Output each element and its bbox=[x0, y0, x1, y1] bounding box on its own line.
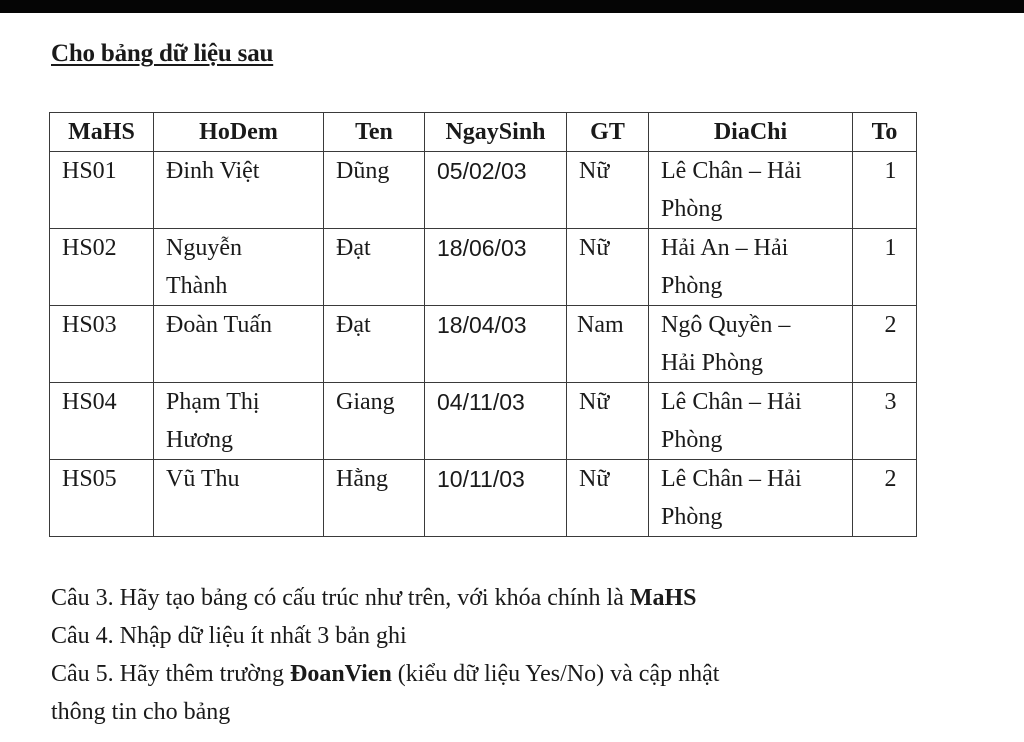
diachi-line: Phòng bbox=[661, 427, 723, 453]
question-5-bold: ĐoanVien bbox=[290, 661, 392, 687]
cell-diachi bbox=[649, 383, 853, 460]
cell-diachi bbox=[649, 152, 853, 229]
cell-to: 2 bbox=[853, 460, 917, 537]
cell-diachi bbox=[649, 460, 853, 537]
cell-ten: Dũng bbox=[324, 152, 425, 229]
cell-hodem bbox=[154, 383, 324, 460]
hodem-line: Nguyễn bbox=[166, 235, 242, 261]
cell-mahs: HS05 bbox=[50, 460, 154, 537]
diachi-line: Phòng bbox=[661, 504, 723, 530]
question-5-suffix: (kiểu dữ liệu Yes/No) và cập nhật bbox=[391, 661, 720, 687]
header-cell: Ten bbox=[324, 113, 425, 152]
header-cell: NgaySinh bbox=[425, 113, 567, 152]
diachi-line: Phòng bbox=[661, 273, 723, 299]
cell-mahs: HS03 bbox=[50, 306, 154, 383]
hodem-line: Thành bbox=[166, 273, 228, 299]
question-3 bbox=[51, 579, 719, 617]
cell-hodem: Đoàn Tuấn bbox=[154, 306, 324, 383]
diachi-line: Hải Phòng bbox=[661, 350, 763, 376]
cell-ngaysinh: 18/04/03 bbox=[425, 306, 567, 383]
cell-gt: Nữ bbox=[567, 152, 649, 229]
diachi-line: Lê Chân – Hải bbox=[661, 389, 802, 415]
cell-to: 1 bbox=[853, 229, 917, 306]
cell-hodem bbox=[154, 229, 324, 306]
header-cell: MaHS bbox=[50, 113, 154, 152]
question-5-line2: thông tin cho bảng bbox=[51, 699, 231, 725]
top-bar bbox=[0, 0, 1024, 13]
cell-mahs: HS04 bbox=[50, 383, 154, 460]
table-row bbox=[50, 306, 917, 383]
cell-mahs: HS01 bbox=[50, 152, 154, 229]
hodem-line: Phạm Thị bbox=[166, 389, 260, 415]
cell-ngaysinh: 10/11/03 bbox=[425, 460, 567, 537]
student-table bbox=[49, 112, 917, 537]
cell-ten: Hằng bbox=[324, 460, 425, 537]
question-5-prefix: Câu 5. Hãy thêm trường bbox=[51, 661, 290, 687]
table-row bbox=[50, 460, 917, 537]
diachi-line: Lê Chân – Hải bbox=[661, 158, 802, 184]
cell-ngaysinh: 05/02/03 bbox=[425, 152, 567, 229]
diachi-line: Ngô Quyền – bbox=[661, 312, 791, 338]
table-row bbox=[50, 383, 917, 460]
cell-hodem: Vũ Thu bbox=[154, 460, 324, 537]
page-heading: Cho bảng dữ liệu sau bbox=[51, 40, 274, 67]
cell-mahs: HS02 bbox=[50, 229, 154, 306]
cell-hodem: Đinh Việt bbox=[154, 152, 324, 229]
table-row bbox=[50, 229, 917, 306]
diachi-line: Lê Chân – Hải bbox=[661, 466, 802, 492]
header-cell: To bbox=[853, 113, 917, 152]
diachi-line: Hải An – Hải bbox=[661, 235, 789, 261]
cell-diachi bbox=[649, 229, 853, 306]
question-3-text: Câu 3. Hãy tạo bảng có cấu trúc như trên, với khóa chính là bbox=[51, 585, 630, 611]
cell-ten: Đạt bbox=[324, 306, 425, 383]
question-3-bold: MaHS bbox=[629, 585, 697, 611]
header-cell: HoDem bbox=[154, 113, 324, 152]
cell-to: 2 bbox=[853, 306, 917, 383]
table-header-row bbox=[50, 113, 917, 152]
questions bbox=[51, 579, 719, 731]
cell-ngaysinh: 18/06/03 bbox=[425, 229, 567, 306]
cell-to: 1 bbox=[853, 152, 917, 229]
cell-gt: Nữ bbox=[567, 229, 649, 306]
cell-gt: Nữ bbox=[567, 460, 649, 537]
cell-ten: Giang bbox=[324, 383, 425, 460]
cell-gt: Nữ bbox=[567, 383, 649, 460]
header-cell: DiaChi bbox=[649, 113, 853, 152]
question-5 bbox=[51, 655, 719, 693]
cell-ngaysinh: 04/11/03 bbox=[425, 383, 567, 460]
cell-diachi bbox=[649, 306, 853, 383]
cell-ten: Đạt bbox=[324, 229, 425, 306]
cell-to: 3 bbox=[853, 383, 917, 460]
hodem-line: Hương bbox=[166, 427, 234, 453]
header-cell: GT bbox=[567, 113, 649, 152]
question-4: Câu 4. Nhập dữ liệu ít nhất 3 bản ghi bbox=[51, 623, 407, 649]
table-row bbox=[50, 152, 917, 229]
cell-gt: Nam bbox=[567, 306, 649, 383]
diachi-line: Phòng bbox=[661, 196, 723, 222]
